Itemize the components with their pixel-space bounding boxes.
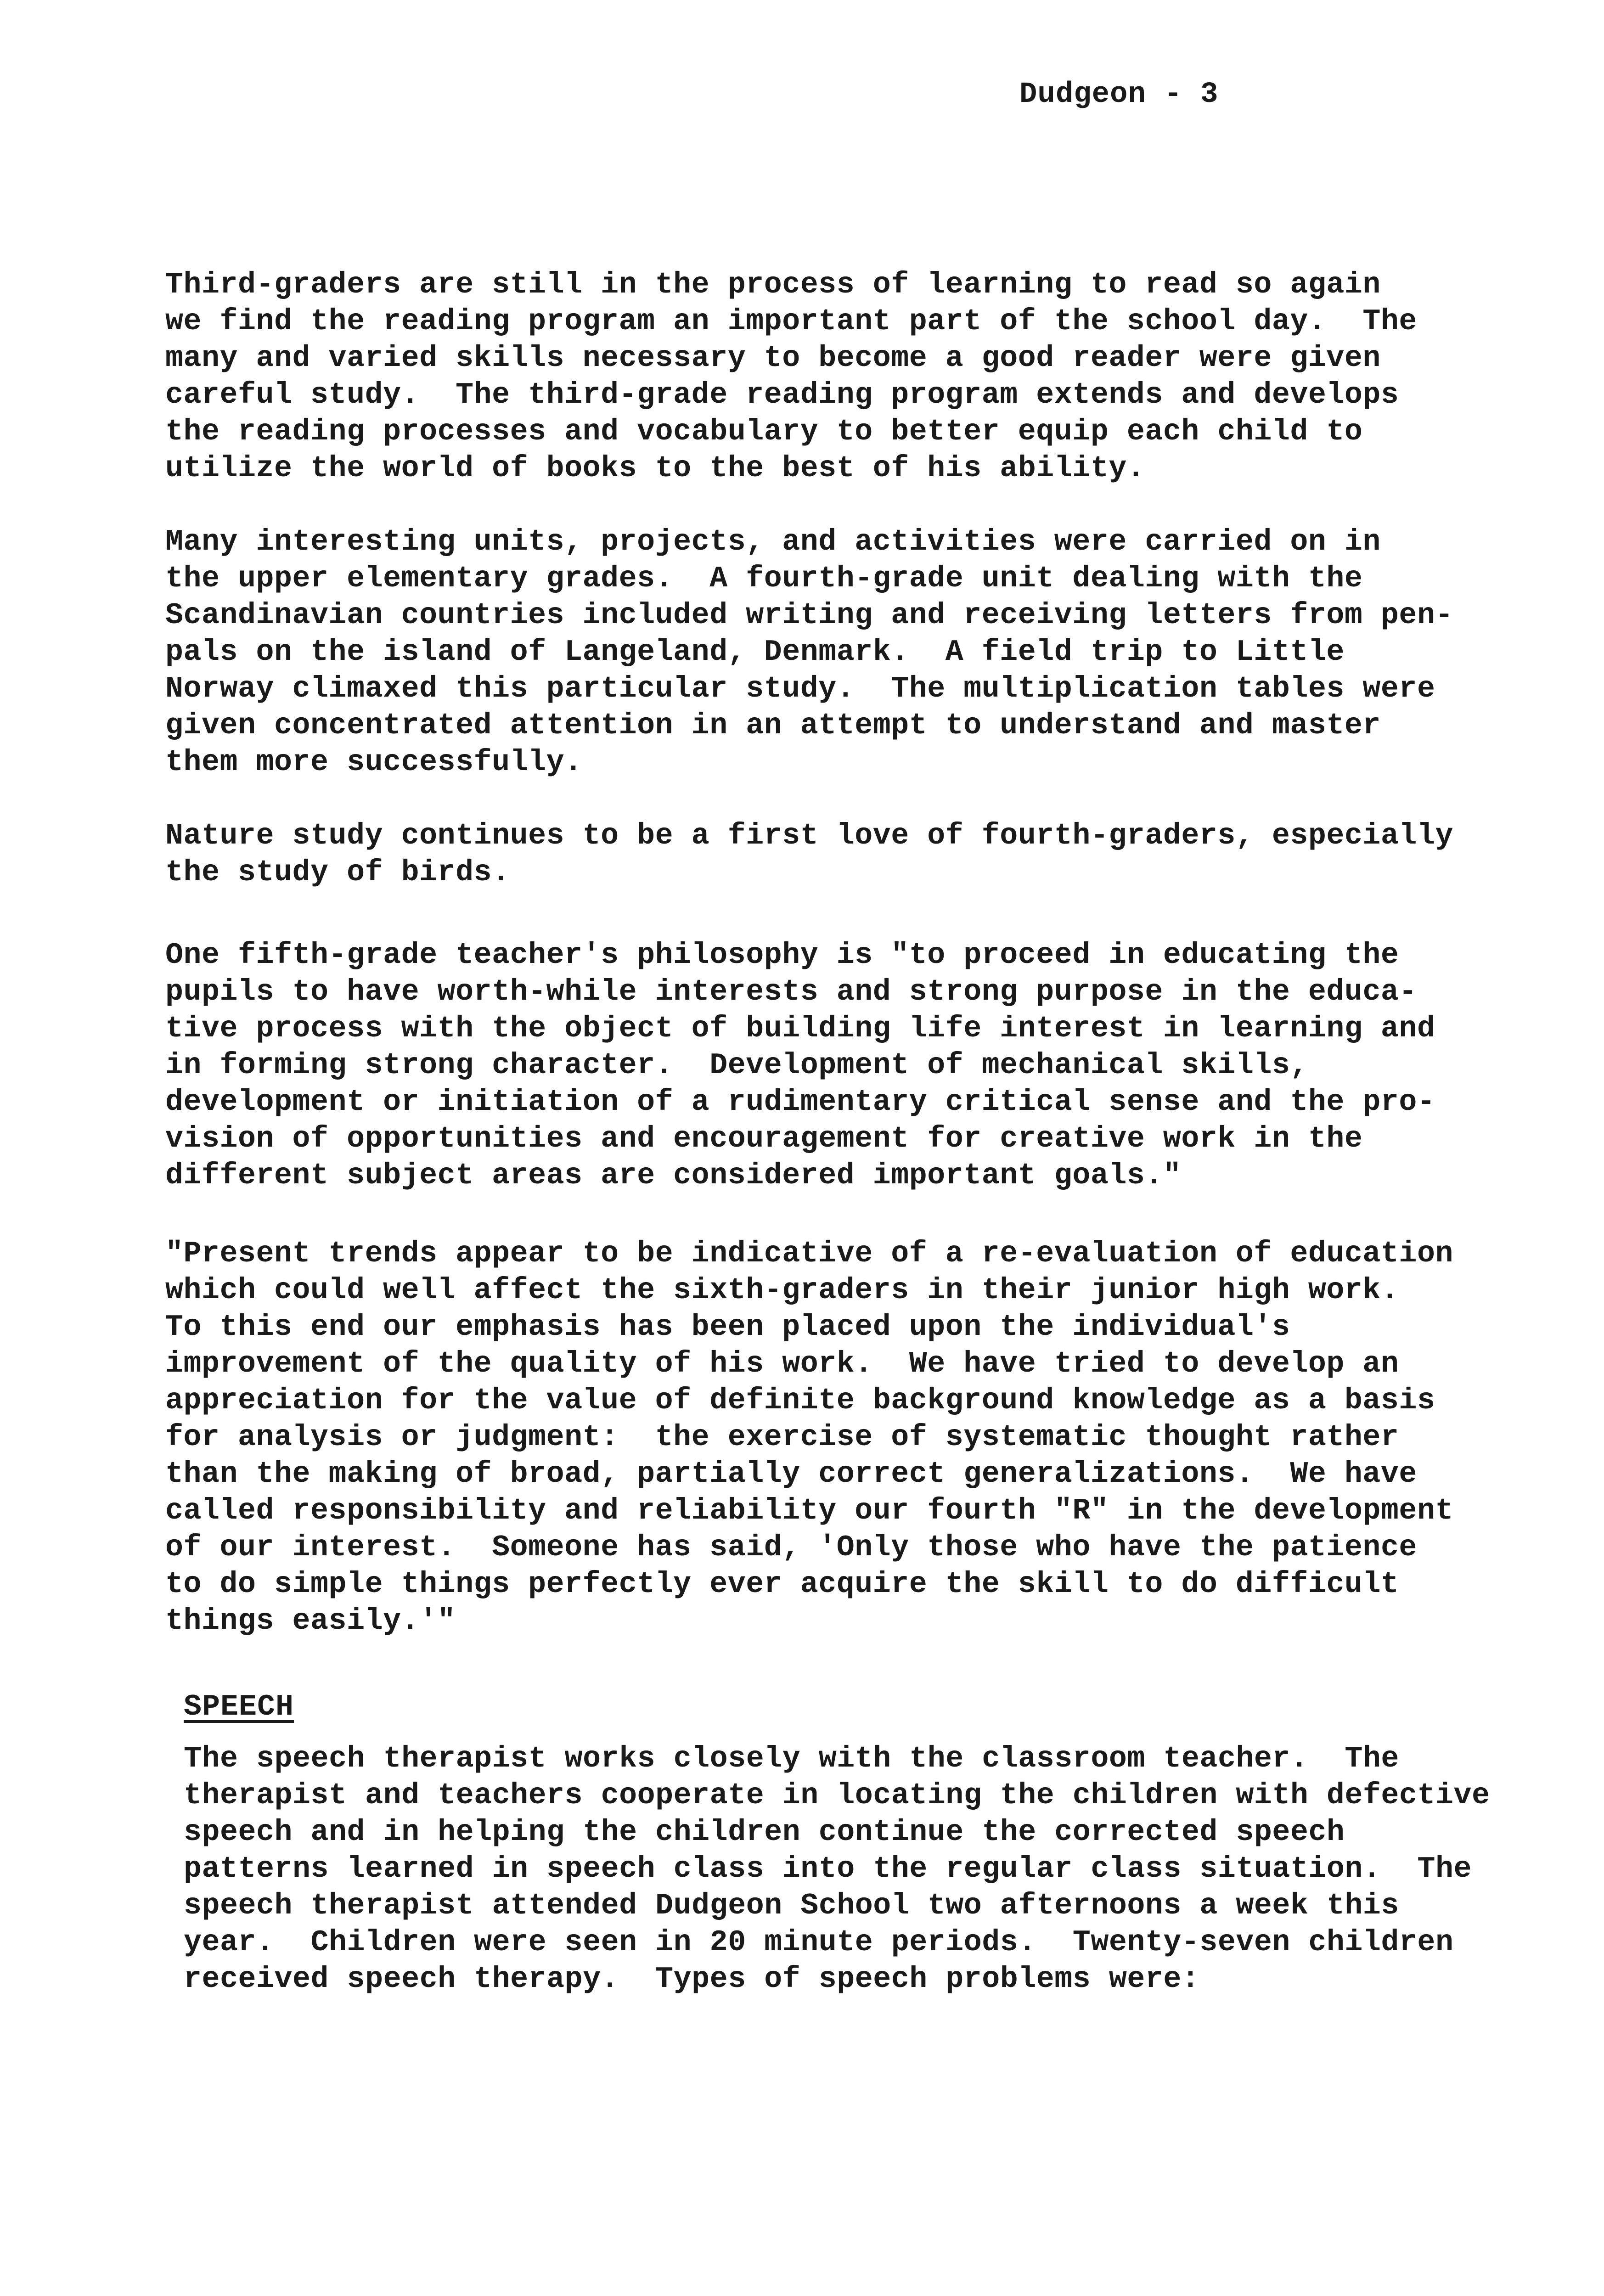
text-line: Third-graders are still in the process of learning to read so again [165, 268, 1381, 302]
text-line: we find the reading program an important part of the school day. The [165, 304, 1417, 338]
text-line: The speech therapist works closely with the classroom teacher. The [184, 1742, 1399, 1776]
text-line: the study of birds. [165, 855, 510, 889]
text-line: for analysis or judgment: the exercise of systematic thought rather [165, 1420, 1399, 1454]
text-line: pupils to have worth-while interests and strong purpose in the educa- [165, 975, 1417, 1009]
text-line: many and varied skills necessary to become a good reader were given [165, 341, 1381, 375]
text-line: Norway climaxed this particular study. The multiplication tables were [165, 672, 1435, 706]
text-line: speech and in helping the children continue the corrected speech [184, 1815, 1345, 1849]
text-line: development or initiation of a rudimentary critical sense and the pro- [165, 1085, 1435, 1119]
paragraph-sixth-grade-trends [165, 1235, 1497, 1639]
text-line: Nature study continues to be a first love of fourth-graders, especially [165, 819, 1453, 853]
text-line: received speech therapy. Types of speech problems were: [184, 1962, 1200, 1996]
text-line: pals on the island of Langeland, Denmark. A field trip to Little [165, 635, 1345, 669]
text-line: given concentrated attention in an attempt to understand and master [165, 709, 1381, 743]
text-line: to do simple things perfectly ever acquire the skill to do difficult [165, 1567, 1399, 1601]
section-heading-speech: SPEECH [184, 1690, 294, 1724]
text-line: Many interesting units, projects, and activities were carried on in [165, 525, 1381, 559]
text-line: careful study. The third-grade reading program extends and develops [165, 378, 1399, 412]
text-line: of our interest. Someone has said, 'Only those who have the patience [165, 1531, 1417, 1564]
text-line: called responsibility and reliability our fourth "R" in the development [165, 1494, 1453, 1528]
text-line: To this end our emphasis has been placed upon the individual's [165, 1310, 1290, 1344]
text-line: speech therapist attended Dudgeon School two afternoons a week this [184, 1889, 1399, 1923]
text-line: than the making of broad, partially correct generalizations. We have [165, 1457, 1417, 1491]
text-line: things easily.'" [165, 1604, 456, 1638]
paragraph-nature-study [165, 817, 1497, 891]
text-line: tive process with the object of building life interest in learning and [165, 1012, 1435, 1046]
page-header: Dudgeon - 3 [1019, 78, 1219, 111]
text-line: which could well affect the sixth-graders in their junior high work. [165, 1273, 1399, 1307]
paragraph-speech-therapy [184, 1740, 1515, 1998]
text-line: One fifth-grade teacher's philosophy is "to proceed in educating the [165, 938, 1399, 972]
text-line: in forming strong character. Development of mechanical skills, [165, 1048, 1308, 1082]
text-line: different subject areas are considered important goals." [165, 1159, 1182, 1193]
text-line: the upper elementary grades. A fourth-grade unit dealing with the [165, 562, 1363, 596]
paragraph-third-grade-reading [165, 266, 1497, 487]
text-line: utilize the world of books to the best of his ability. [165, 451, 1145, 485]
text-line: Scandinavian countries included writing and receiving letters from pen- [165, 598, 1453, 632]
text-line: improvement of the quality of his work. We have tried to develop an [165, 1347, 1399, 1381]
text-line: them more successfully. [165, 745, 583, 779]
paragraph-upper-elementary-units [165, 523, 1497, 781]
text-line: vision of opportunities and encouragement for creative work in the [165, 1122, 1363, 1156]
text-line: the reading processes and vocabulary to better equip each child to [165, 415, 1363, 449]
paragraph-fifth-grade-philosophy [165, 937, 1497, 1194]
text-line: "Present trends appear to be indicative of a re-evaluation of education [165, 1237, 1453, 1271]
text-line: appreciation for the value of definite background knowledge as a basis [165, 1384, 1435, 1418]
text-line: year. Children were seen in 20 minute periods. Twenty-seven children [184, 1925, 1454, 1959]
text-line: patterns learned in speech class into the regular class situation. The [184, 1852, 1472, 1886]
text-line: therapist and teachers cooperate in locating the children with defective [184, 1778, 1490, 1812]
